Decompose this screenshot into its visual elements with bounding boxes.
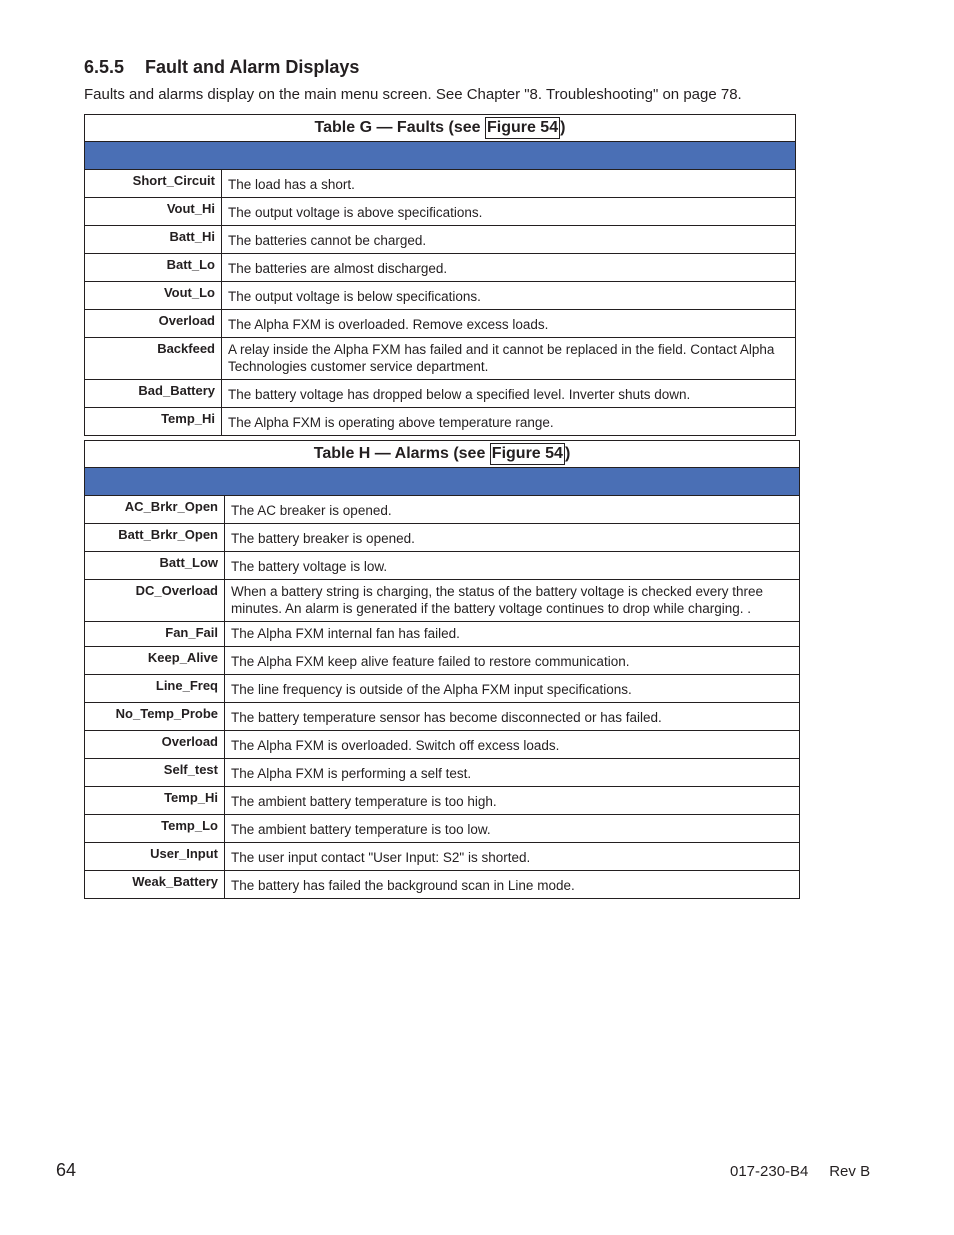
table-row [85, 647, 800, 675]
fault-description: The batteries cannot be charged. [222, 226, 796, 254]
faults-caption-row [85, 115, 796, 142]
section-title: Fault and Alarm Displays [145, 57, 360, 77]
fault-term: Short_Circuit [85, 170, 222, 198]
alarm-description: The user input contact "User Input: S2" is shorted. [225, 843, 800, 871]
table-row [85, 524, 800, 552]
alarms-caption-row [85, 441, 800, 468]
alarm-description: The AC breaker is opened. [225, 496, 800, 524]
alarm-description: The ambient battery temperature is too low. [225, 815, 800, 843]
alarm-description: The Alpha FXM is performing a self test. [225, 759, 800, 787]
table-row [85, 622, 800, 647]
faults-figure-link[interactable]: Figure 54 [485, 117, 560, 139]
alarms-figure-link[interactable]: Figure 54 [490, 443, 565, 465]
fault-term: Bad_Battery [85, 380, 222, 408]
alarm-description: The line frequency is outside of the Alpha FXM input specifications. [225, 675, 800, 703]
alarm-term: AC_Brkr_Open [85, 496, 225, 524]
alarm-term: Batt_Low [85, 552, 225, 580]
fault-description: The output voltage is above specifications. [222, 198, 796, 226]
fault-term: Backfeed [85, 338, 222, 380]
section-number: 6.5.5 [84, 57, 125, 77]
table-row [85, 282, 796, 310]
alarm-description: The battery voltage is low. [225, 552, 800, 580]
table-row [85, 731, 800, 759]
faults-header-band-row [85, 142, 796, 170]
fault-term: Temp_Hi [85, 408, 222, 436]
alarm-term: Batt_Brkr_Open [85, 524, 225, 552]
table-row [85, 380, 796, 408]
alarm-term: DC_Overload [85, 580, 225, 622]
alarm-term: No_Temp_Probe [85, 703, 225, 731]
alarms-header-band [85, 468, 800, 496]
alarm-description: The Alpha FXM internal fan has failed. [225, 622, 800, 647]
alarm-term: Line_Freq [85, 675, 225, 703]
table-row [85, 254, 796, 282]
table-row [85, 787, 800, 815]
table-row [85, 815, 800, 843]
faults-table [84, 114, 796, 436]
table-row [85, 170, 796, 198]
alarm-description: When a battery string is charging, the status of the battery voltage is checked every three minutes. An alarm is generated if the battery voltage continues to drop while charging. . [225, 580, 800, 622]
fault-term: Vout_Hi [85, 198, 222, 226]
table-row [85, 552, 800, 580]
alarm-term: Weak_Battery [85, 871, 225, 899]
fault-term: Batt_Lo [85, 254, 222, 282]
table-row [85, 703, 800, 731]
alarm-description: The Alpha FXM is overloaded. Switch off excess loads. [225, 731, 800, 759]
table-row [85, 843, 800, 871]
alarms-table-caption [85, 441, 800, 468]
alarms-caption-prefix: Table H — Alarms (see [313, 445, 490, 462]
table-row [85, 310, 796, 338]
fault-description: The batteries are almost discharged. [222, 254, 796, 282]
fault-description: A relay inside the Alpha FXM has failed and it cannot be replaced in the field. Contact Alpha Technologies customer service department. [222, 338, 796, 380]
page-number: 64 [56, 1160, 77, 1180]
fault-description: The battery voltage has dropped below a specified level. Inverter shuts down. [222, 380, 796, 408]
alarms-caption-suffix: ) [564, 445, 571, 462]
fault-description: The Alpha FXM is overloaded. Remove excess loads. [222, 310, 796, 338]
alarm-description: The Alpha FXM keep alive feature failed to restore communication. [225, 647, 800, 675]
table-row [85, 496, 800, 524]
fault-term: Vout_Lo [85, 282, 222, 310]
table-row [85, 338, 796, 380]
faults-table-caption [85, 115, 796, 142]
alarm-description: The battery temperature sensor has become disconnected or has failed. [225, 703, 800, 731]
alarm-term: User_Input [85, 843, 225, 871]
table-row [85, 580, 800, 622]
faults-caption-prefix: Table G — Faults (see [314, 119, 485, 136]
alarm-description: The battery has failed the background scan in Line mode. [225, 871, 800, 899]
fault-description: The output voltage is below specifications. [222, 282, 796, 310]
alarm-term: Temp_Lo [85, 815, 225, 843]
table-row [85, 198, 796, 226]
faults-header-band [85, 142, 796, 170]
alarm-term: Self_test [85, 759, 225, 787]
alarm-description: The battery breaker is opened. [225, 524, 800, 552]
section-heading [84, 57, 359, 78]
table-row [85, 408, 796, 436]
table-row [85, 226, 796, 254]
alarm-term: Fan_Fail [85, 622, 225, 647]
alarm-term: Keep_Alive [85, 647, 225, 675]
fault-term: Batt_Hi [85, 226, 222, 254]
alarms-table [84, 440, 800, 899]
table-row [85, 871, 800, 899]
fault-description: The load has a short. [222, 170, 796, 198]
intro-text: Faults and alarms display on the main menu screen. See Chapter "8. Troubleshooting" on page 78. [84, 86, 742, 103]
fault-term: Overload [85, 310, 222, 338]
table-row [85, 675, 800, 703]
alarm-term: Overload [85, 731, 225, 759]
alarms-header-band-row [85, 468, 800, 496]
fault-description: The Alpha FXM is operating above temperature range. [222, 408, 796, 436]
faults-caption-suffix: ) [560, 119, 566, 136]
alarm-term: Temp_Hi [85, 787, 225, 815]
table-row [85, 759, 800, 787]
document-id: 017-230-B4 Rev B [730, 1163, 871, 1180]
alarm-description: The ambient battery temperature is too high. [225, 787, 800, 815]
